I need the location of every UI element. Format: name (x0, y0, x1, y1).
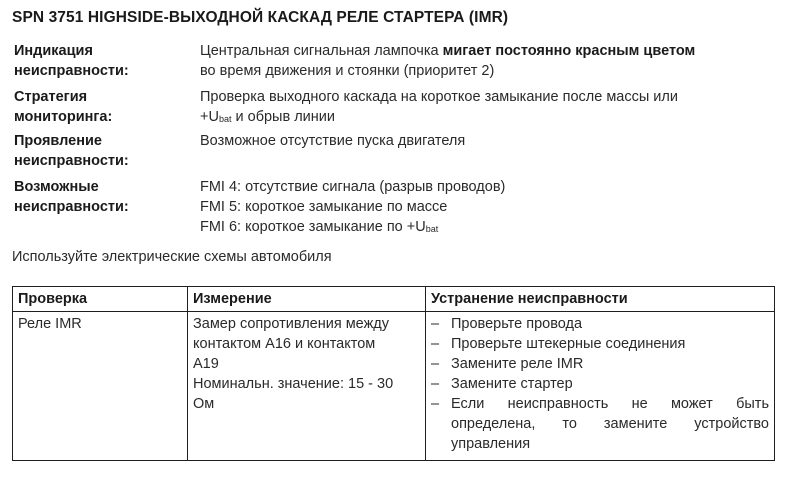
info-label-strategy (14, 87, 194, 127)
remedy-item: – Замените реле IMR (431, 354, 769, 374)
wiring-note: Используйте электрические схемы автомобиля (12, 249, 332, 265)
table-row (13, 312, 775, 461)
remedy-item: – Если неисправность не может быть определена, то замените устройство управления (431, 394, 769, 454)
value-line: Проверка выходного каскада на короткое замыкание после массы или (200, 89, 678, 105)
header-check: Проверка (13, 287, 188, 312)
header-remedy: Устранение неисправности (426, 287, 775, 312)
value-line (200, 107, 780, 129)
info-label-faults (14, 177, 194, 217)
remedy-item: – Проверьте провода (431, 314, 769, 334)
remedy-item: – Проверьте штекерные соединения (431, 334, 769, 354)
value-line (200, 41, 780, 61)
label-line: неисправности: (14, 153, 129, 169)
value-line (200, 217, 780, 239)
info-value-faults (200, 177, 780, 239)
label-line: Стратегия (14, 89, 88, 105)
value-text: FMI 6: короткое замыкание по +U (200, 219, 426, 235)
label-line: Индикация (14, 43, 93, 59)
info-value-manifestation (200, 131, 780, 151)
value-line: FMI 4: отсутствие сигнала (разрыв проводов) (200, 179, 506, 195)
header-measurement: Измерение (188, 287, 426, 312)
value-line: во время движения и стоянки (приоритет 2) (200, 63, 495, 79)
value-text: Центральная сигнальная лампочка (200, 43, 443, 59)
value-emphasis: мигает постоянно красным цветом (442, 43, 696, 59)
value-subscript: bat (425, 224, 439, 234)
label-line: Возможные (14, 179, 99, 195)
remedy-item: – Замените стартер (431, 374, 769, 394)
measurement-line: Номинальн. значение: 15 - 30 (193, 376, 394, 392)
value-line: FMI 5: короткое замыкание по массе (200, 199, 448, 215)
cell-check: Реле IMR (13, 312, 188, 461)
measurement-line: A19 (193, 356, 219, 372)
label-line: мониторинга: (14, 109, 113, 125)
measurement-line: Замер сопротивления между (193, 316, 389, 332)
label-line: неисправности: (14, 63, 129, 79)
value-line: Возможное отсутствие пуска двигателя (200, 133, 466, 149)
measurement-line: контактом A16 и контактом (193, 336, 376, 352)
table-header-row (13, 287, 775, 312)
info-label-indication (14, 41, 194, 81)
value-subscript: bat (218, 114, 232, 124)
value-text: +U (200, 109, 219, 125)
cell-remedy (426, 312, 775, 461)
value-text: и обрыв линии (231, 109, 335, 125)
page-title: SPN 3751 HIGHSIDE-ВЫХОДНОЙ КАСКАД РЕЛЕ СТАРТЕРА (IMR) (12, 9, 509, 26)
label-line: Проявление (14, 133, 102, 149)
measurement-line: Ом (193, 396, 215, 412)
remedy-list (431, 314, 769, 454)
info-value-strategy (200, 87, 780, 129)
label-line: неисправности: (14, 199, 129, 215)
info-label-manifestation (14, 131, 194, 171)
check-table (12, 286, 775, 461)
cell-measurement (188, 312, 426, 461)
info-value-indication (200, 41, 780, 81)
